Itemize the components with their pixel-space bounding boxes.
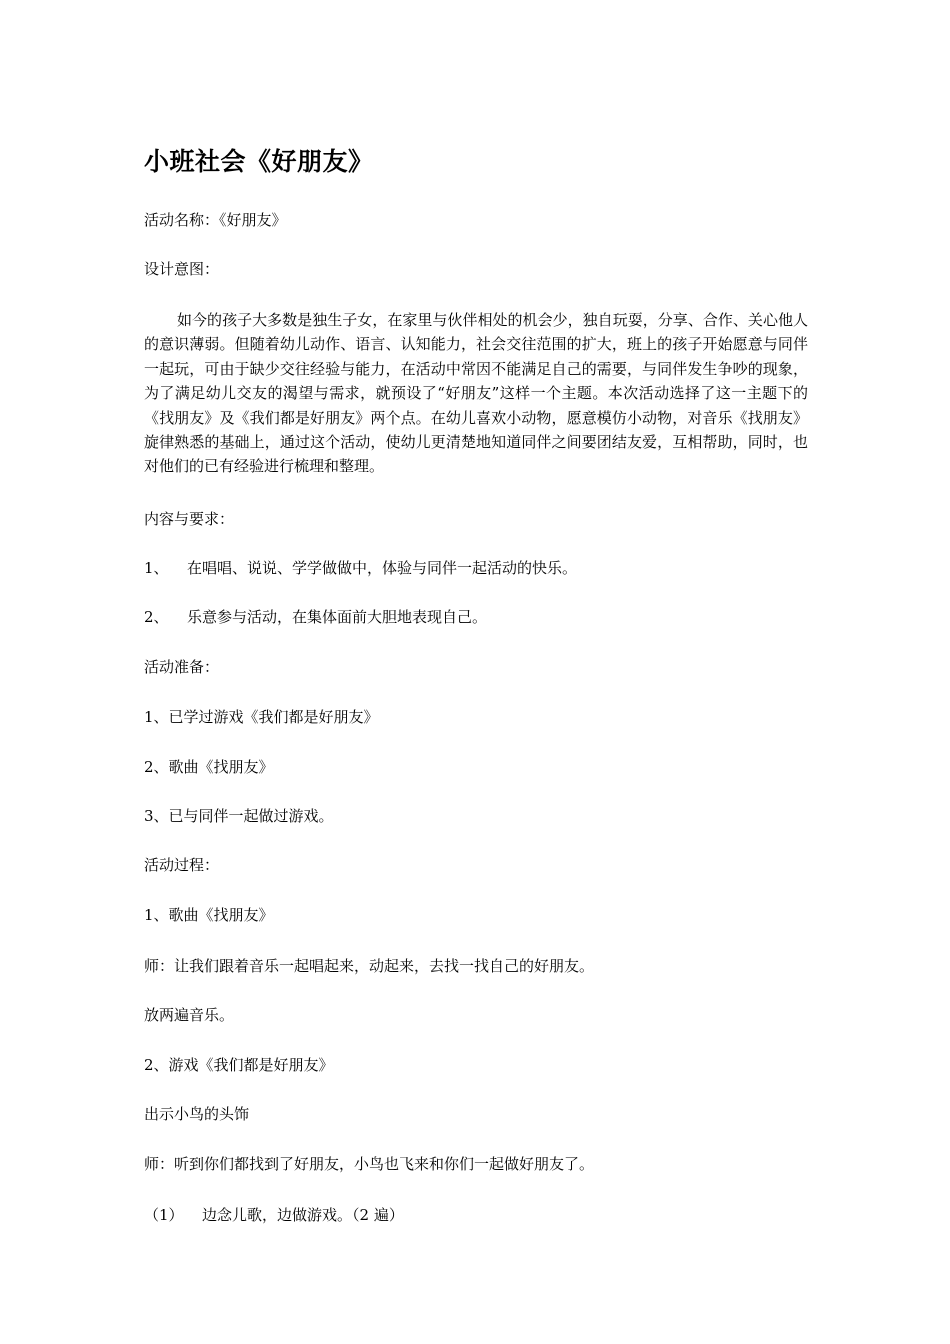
process-line: 师：让我们跟着音乐一起唱起来，动起来，去找一找自己的好朋友。 <box>144 957 595 975</box>
content-item-text: 乐意参与活动，在集体面前大胆地表现自己。 <box>187 608 488 626</box>
content-item <box>144 558 577 578</box>
process-heading: 活动过程： <box>144 856 220 874</box>
activity-name-line: 活动名称：《好朋友》 <box>144 211 287 229</box>
prep-item: 3、已与同伴一起做过游戏。 <box>144 807 334 825</box>
prep-item: 1、已学过游戏《我们都是好朋友》 <box>144 708 379 726</box>
process-sub-item <box>144 1205 404 1225</box>
design-intent-paragraph: 如今的孩子大多数是独生子女，在家里与伙伴相处的机会少，独自玩耍，分享、合作、关心他人的意识薄弱。但随着幼儿动作、语言、认知能力，社会交往范围的扩大，班上的孩子开始愿意与同伴一起玩，可由于缺少交往经验与能力，在活动中常因不能满足自己的需要，与同伴发生争吵的现象，为了满足幼儿交友的渴望与需求，就预设了“好朋友”这样一个主题。本次活动选择了这一主题下的《找朋友》及《我们都是好朋友》两个点。在幼儿喜欢小动物，愿意模仿小动物，对音乐《找朋友》旋律熟悉的基础上，通过这个活动，使幼儿更清楚地知道同伴之间要团结友爱，互相帮助，同时，也对他们的已有经验进行梳理和整理。 <box>144 311 808 476</box>
content-item-number: 1、 <box>144 559 169 577</box>
process-line: 放两遍音乐。 <box>144 1006 235 1024</box>
sub-item-number: （1） <box>144 1206 184 1224</box>
page-title: 小班社会《好朋友》 <box>144 147 374 176</box>
design-intent-heading: 设计意图： <box>144 260 220 278</box>
process-line: 2、游戏《我们都是好朋友》 <box>144 1056 334 1074</box>
process-line: 出示小鸟的头饰 <box>144 1105 250 1123</box>
process-line: 师：听到你们都找到了好朋友，小鸟也飞来和你们一起做好朋友了。 <box>144 1155 595 1173</box>
content-item-number: 2、 <box>144 608 169 626</box>
content-item <box>144 607 487 627</box>
prep-item: 2、歌曲《找朋友》 <box>144 758 274 776</box>
content-item-text: 在唱唱、说说、学学做做中，体验与同伴一起活动的快乐。 <box>187 559 578 577</box>
prep-heading: 活动准备： <box>144 658 220 676</box>
sub-item-text: 边念儿歌，边做游戏。（2 遍） <box>202 1206 404 1224</box>
process-line: 1、歌曲《找朋友》 <box>144 906 274 924</box>
content-heading: 内容与要求： <box>144 510 235 528</box>
